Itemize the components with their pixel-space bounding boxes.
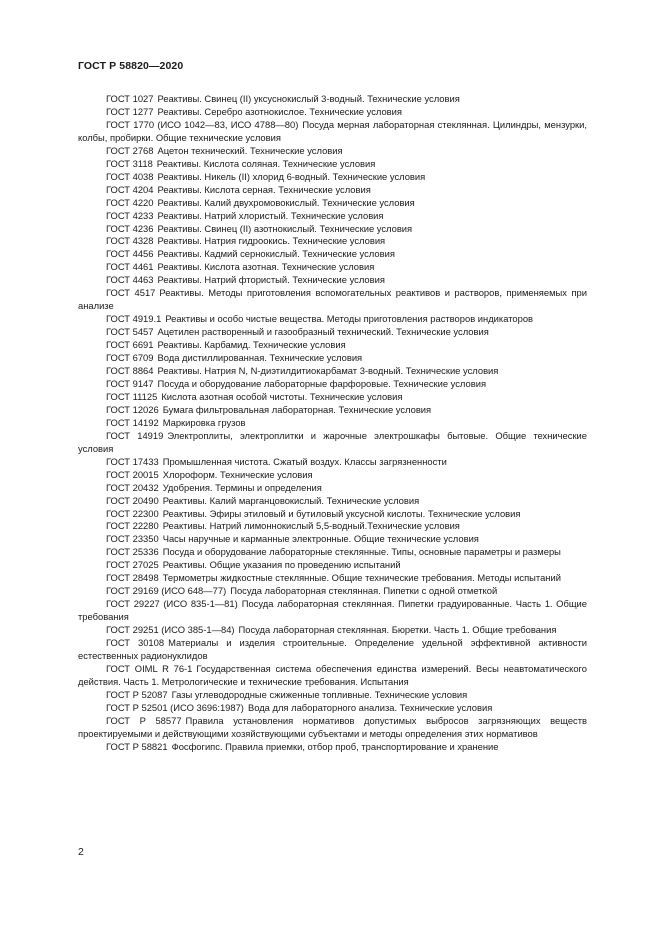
- reference-code: ГОСТ 17433: [106, 455, 159, 467]
- reference-entry: [78, 261, 587, 274]
- reference-title: Правила установления нормативов допустимых выбросов загрязняющих веществ проектируемыми и действующими хозяйствующими субъектами и методы определения этих нормативов: [78, 714, 587, 739]
- reference-entry: [78, 508, 587, 521]
- reference-title: Удобрения. Термины и определения: [162, 481, 322, 493]
- reference-entry: [78, 572, 587, 585]
- reference-code: ГОСТ 6709: [106, 352, 154, 364]
- reference-code: ГОСТ Р 52087: [106, 688, 168, 700]
- reference-entry: [78, 624, 587, 637]
- reference-title: Реактивы. Натрия N, N-диэтилдитиокарбамат 3-водный. Технические условия: [157, 365, 499, 377]
- reference-title: Реактивы. Эфиры этиловый и бутиловый уксусной кислоты. Технические условия: [162, 507, 521, 519]
- reference-entry: [78, 430, 587, 456]
- reference-title: Реактивы. Натрий хлористый. Технические условия: [157, 209, 384, 221]
- reference-title: Фосфогипс. Правила приемки, отбор проб, транспортирование и хранение: [171, 740, 499, 752]
- reference-entry: [78, 184, 587, 197]
- reference-entry: [78, 210, 587, 223]
- reference-title: Материалы и изделия строительные. Определение удельной эффективной активности естественных радионуклидов: [78, 637, 587, 661]
- reference-entry: [78, 274, 587, 287]
- reference-title: Кислота азотная особой чистоты. Технические условия: [161, 390, 403, 402]
- reference-entry: [78, 585, 587, 598]
- reference-code: ГОСТ 28498: [106, 572, 159, 584]
- reference-entry: [78, 197, 587, 210]
- reference-title: Реактивы. Натрия гидроокись. Технические условия: [157, 235, 386, 247]
- reference-code: ГОСТ 1770 (ИСО 1042—83, ИСО 4788—80): [106, 118, 299, 130]
- reference-title: Реактивы и особо чистые вещества. Методы приготовления растворов индикаторов: [165, 313, 534, 325]
- reference-entry: [78, 456, 587, 469]
- reference-entry: [78, 546, 587, 559]
- reference-code: ГОСТ 12026: [106, 403, 159, 415]
- reference-code: ГОСТ 29251 (ИСО 385-1—84): [106, 624, 235, 636]
- reference-entry: [78, 495, 587, 508]
- reference-title: Посуда и оборудование лабораторные стеклянные. Типы, основные параметры и размеры: [162, 546, 561, 558]
- reference-entry: [78, 339, 587, 352]
- reference-title: Вода дистиллированная. Технические условия: [157, 352, 363, 364]
- reference-entry: [78, 482, 587, 495]
- reference-code: ГОСТ 29169 (ИСО 648—77): [106, 585, 227, 597]
- reference-entry: [78, 313, 587, 326]
- reference-entry: [78, 663, 587, 689]
- reference-entry: [78, 404, 587, 417]
- normative-references-list: [78, 93, 587, 754]
- reference-title: Реактивы. Свинец (II) уксуснокислый 3-водный. Технические условия: [157, 93, 460, 104]
- reference-code: ГОСТ 9147: [106, 377, 154, 389]
- reference-entry: [78, 223, 587, 236]
- reference-code: ГОСТ Р 58821: [106, 740, 168, 752]
- reference-entry: [78, 702, 587, 715]
- reference-code: ГОСТ 1027: [106, 93, 154, 104]
- reference-code: ГОСТ 4220: [106, 196, 154, 208]
- reference-title: Реактивы. Кислота соляная. Технические условия: [156, 157, 376, 169]
- reference-title: Реактивы. Кислота азотная. Технические условия: [157, 261, 375, 273]
- reference-title: Посуда и оборудование лабораторные фарфоровые. Технические условия: [157, 377, 487, 389]
- reference-code: ГОСТ 30108: [106, 637, 165, 649]
- reference-title: Электроплиты, электроплитки и жарочные электрошкафы бытовые. Общие технические условия: [78, 429, 588, 454]
- reference-title: Реактивы. Калий марганцовокислый. Технические условия: [162, 494, 420, 506]
- reference-title: Посуда мерная лабораторная стеклянная. Цилиндры, мензурки, колбы, пробирки. Общие технические условия: [78, 118, 587, 143]
- reference-code: ГОСТ 4461: [106, 261, 154, 273]
- reference-entry: [78, 248, 587, 261]
- reference-entry: [78, 417, 587, 430]
- reference-code: ГОСТ 20490: [106, 494, 159, 506]
- reference-title: Реактивы. Серебро азотнокислое. Технические условия: [157, 105, 402, 117]
- reference-title: Реактивы. Свинец (II) азотнокислый. Технические условия: [157, 222, 413, 234]
- reference-code: ГОСТ 5457: [106, 326, 154, 338]
- reference-title: Посуда лабораторная стеклянная. Пипетки с одной отметкой: [230, 585, 498, 597]
- reference-code: ГОСТ 4328: [106, 235, 154, 247]
- reference-title: Реактивы. Никель (II) хлорид 6-водный. Технические условия: [157, 170, 426, 182]
- reference-title: Реактивы. Карбамид. Технические условия: [157, 339, 346, 351]
- reference-code: ГОСТ 2768: [106, 144, 154, 156]
- reference-title: Вода для лабораторного анализа. Технические условия: [247, 701, 493, 713]
- reference-code: ГОСТ 14192: [106, 416, 159, 428]
- reference-entry: [78, 378, 587, 391]
- reference-title: Маркировка грузов: [162, 416, 246, 428]
- reference-code: ГОСТ 4236: [106, 222, 154, 234]
- reference-entry: [78, 326, 587, 339]
- reference-entry: [78, 715, 587, 741]
- reference-entry: [78, 352, 587, 365]
- reference-code: ГОСТ 4204: [106, 183, 154, 195]
- reference-code: ГОСТ 25336: [106, 546, 159, 558]
- reference-code: ГОСТ 6691: [106, 339, 154, 351]
- reference-title: Реактивы. Кадмий сернокислый. Технические условия: [157, 248, 395, 260]
- reference-code: ГОСТ 22300: [106, 507, 159, 519]
- reference-entry: [78, 145, 587, 158]
- reference-code: ГОСТ 27025: [106, 559, 159, 571]
- reference-entry: [78, 158, 587, 171]
- document-header: ГОСТ Р 58820—2020: [78, 60, 184, 72]
- reference-entry: [78, 559, 587, 572]
- reference-title: Посуда лабораторная стеклянная. Пипетки градуированные. Часть 1. Общие требования: [78, 598, 588, 623]
- reference-code: ГОСТ 8864: [106, 365, 154, 377]
- reference-title: Термометры жидкостные стеклянные. Общие технические требования. Методы испытаний: [162, 572, 561, 584]
- reference-entry: [78, 637, 587, 663]
- reference-entry: [78, 365, 587, 378]
- reference-code: ГОСТ 4233: [106, 209, 154, 221]
- reference-entry: [78, 741, 587, 754]
- reference-entry: [78, 598, 587, 624]
- reference-title: Ацетон технический. Технические условия: [157, 144, 343, 156]
- reference-title: Ацетилен растворенный и газообразный технический. Технические условия: [157, 326, 489, 338]
- reference-entry: [78, 171, 587, 184]
- reference-title: Часы наручные и карманные электронные. Общие технические условия: [162, 533, 479, 545]
- reference-code: ГОСТ 4517: [106, 287, 156, 299]
- reference-title: Реактивы. Методы приготовления вспомогательных реактивов и растворов, применяемых при анализе: [78, 287, 587, 312]
- reference-title: Промышленная чистота. Сжатый воздух. Классы загрязненности: [162, 455, 447, 467]
- reference-code: ГОСТ 29227 (ИСО 835-1—81): [106, 598, 238, 610]
- reference-title: Государственная система обеспечения единства измерений. Весы неавтоматического действия. Часть 1. Метрологические и технические требования. Испытания: [78, 662, 587, 687]
- reference-entry: [78, 533, 587, 546]
- reference-entry: [78, 520, 587, 533]
- reference-code: ГОСТ 22280: [106, 520, 159, 532]
- reference-entry: [78, 106, 587, 119]
- reference-title: Реактивы. Общие указания по проведению испытаний: [162, 559, 401, 571]
- reference-entry: [78, 93, 587, 106]
- reference-title: Реактивы. Кислота серная. Технические условия: [157, 183, 371, 195]
- reference-code: ГОСТ 4038: [106, 170, 154, 182]
- reference-code: ГОСТ OIML R 76-1: [106, 662, 193, 674]
- reference-code: ГОСТ Р 58577: [106, 714, 182, 726]
- reference-code: ГОСТ 3118: [106, 157, 153, 169]
- reference-title: Посуда лабораторная стеклянная. Бюретки. Часть 1. Общие требования: [238, 624, 557, 636]
- reference-title: Газы углеводородные сжиженные топливные. Технические условия: [171, 688, 468, 700]
- reference-entry: [78, 689, 587, 702]
- reference-entry: [78, 235, 587, 248]
- reference-entry: [78, 391, 587, 404]
- reference-code: ГОСТ 20432: [106, 481, 159, 493]
- reference-code: ГОСТ 4919.1: [106, 313, 162, 325]
- reference-title: Бумага фильтровальная лабораторная. Технические условия: [162, 403, 432, 415]
- reference-code: ГОСТ 20015: [106, 468, 159, 480]
- reference-code: ГОСТ 11125: [106, 390, 158, 402]
- reference-title: Хлороформ. Технические условия: [162, 468, 313, 480]
- reference-entry: [78, 119, 587, 145]
- reference-code: ГОСТ 4463: [106, 274, 154, 286]
- reference-code: ГОСТ Р 52501 (ИСО 3696:1987): [106, 701, 244, 713]
- reference-entry: [78, 287, 587, 313]
- reference-title: Реактивы. Натрий фтористый. Технические условия: [157, 274, 385, 286]
- page-number: 2: [78, 846, 84, 858]
- reference-entry: [78, 469, 587, 482]
- reference-code: ГОСТ 23350: [106, 533, 159, 545]
- reference-title: Реактивы. Калий двухромовокислый. Технические условия: [157, 196, 415, 208]
- reference-code: ГОСТ 14919: [106, 429, 164, 441]
- reference-code: ГОСТ 1277: [106, 105, 154, 117]
- reference-code: ГОСТ 4456: [106, 248, 154, 260]
- reference-title: Реактивы. Натрий лимоннокислый 5,5-водный.Технические условия: [162, 520, 460, 532]
